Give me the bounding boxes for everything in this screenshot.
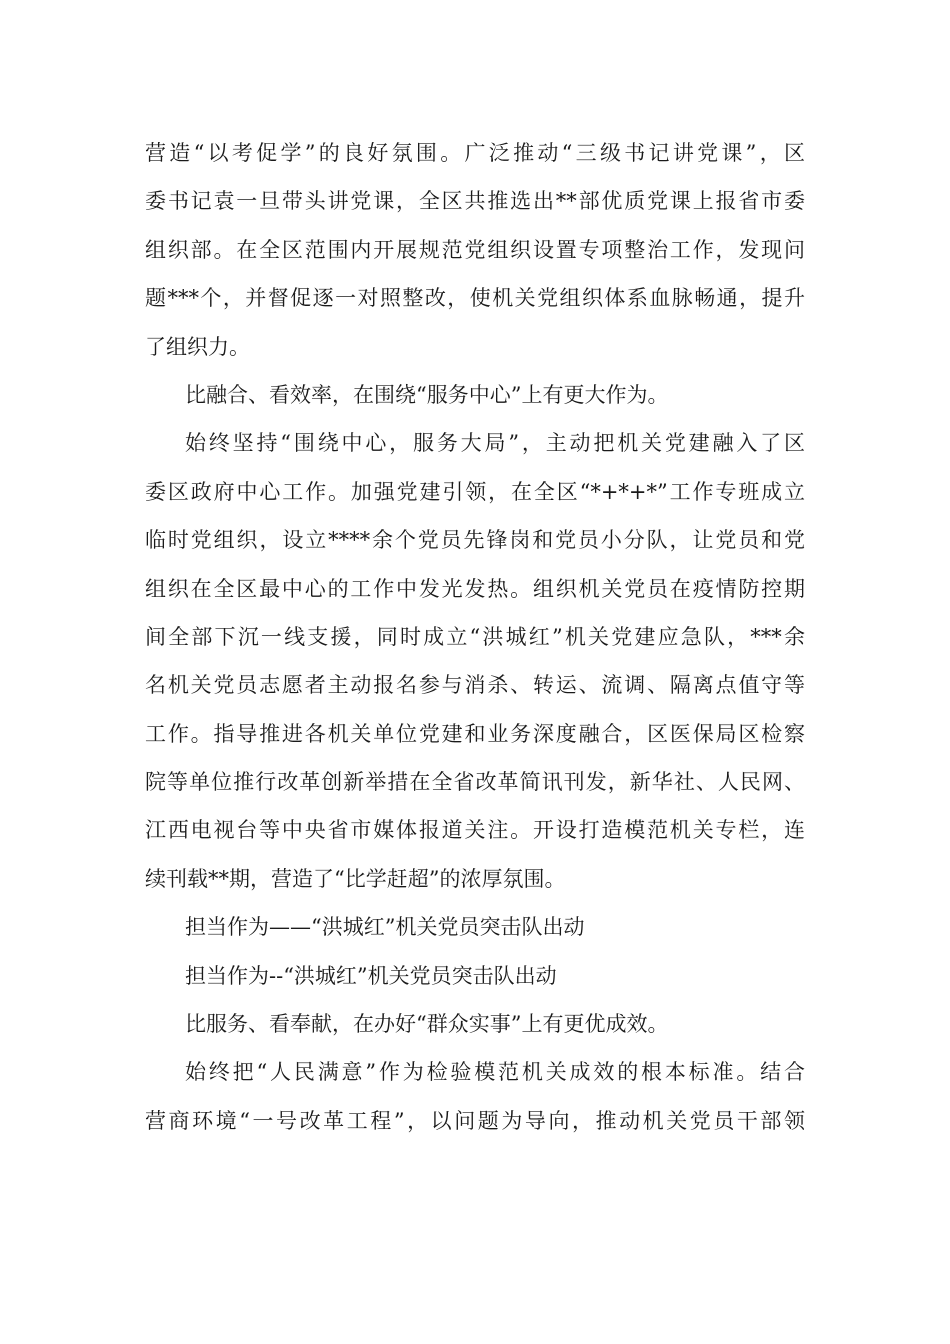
text-line: 临时党组织，设立****余个党员先锋岗和党员小分队，让党员和党 (145, 528, 805, 553)
text-line: 组织部。在全区范围内开展规范党组织设置专项整治工作，发现问 (145, 237, 805, 262)
text-line: 比服务、看奉献，在办好“群众实事”上有更优成效。 (185, 1012, 669, 1037)
text-line: 委书记袁一旦带头讲党课，全区共推选出**部优质党课上报省市委 (145, 189, 805, 214)
document-body (145, 134, 805, 1150)
text-line: 比融合、看效率，在围绕“服务中心”上有更大作为。 (185, 382, 669, 407)
text-line: 始终坚持“围绕中心，服务大局”，主动把机关党建融入了区 (185, 431, 805, 456)
text-line: 工作。指导推进各机关单位党建和业务深度融合，区医保局区检察 (145, 721, 805, 746)
text-line: 委区政府中心工作。加强党建引领，在全区“*+*+*”工作专班成立 (145, 479, 805, 504)
text-line: 江西电视台等中央省市媒体报道关注。开设打造模范机关专栏，连 (145, 818, 805, 843)
text-line: 组织在全区最中心的工作中发光发热。组织机关党员在疫情防控期 (145, 576, 805, 601)
text-line: 始终把“人民满意”作为检验模范机关成效的根本标准。结合 (185, 1060, 805, 1085)
text-line: 续刊载**期，营造了“比学赶超”的浓厚氛围。 (145, 866, 566, 891)
text-line: 营商环境“一号改革工程”，以问题为导向，推动机关党员干部领 (145, 1108, 805, 1133)
text-line: 营造“以考促学”的良好氛围。广泛推动“三级书记讲党课”，区 (145, 141, 805, 165)
text-line: 间全部下沉一线支援，同时成立“洪城红”机关党建应急队，***余 (145, 624, 805, 649)
text-line: 担当作为——“洪城红”机关党员突击队出动 (185, 915, 585, 940)
text-line: 院等单位推行改革创新举措在全省改革简讯刊发，新华社、人民网、 (145, 770, 805, 795)
text-line: 题***个，并督促逐一对照整改，使机关党组织体系血脉畅通，提升 (145, 286, 805, 311)
text-line: 担当作为--“洪城红”机关党员突击队出动 (185, 963, 557, 988)
text-line: 名机关党员志愿者主动报名参与消杀、转运、流调、隔离点值守等 (145, 673, 805, 698)
text-line: 了组织力。 (145, 334, 250, 359)
